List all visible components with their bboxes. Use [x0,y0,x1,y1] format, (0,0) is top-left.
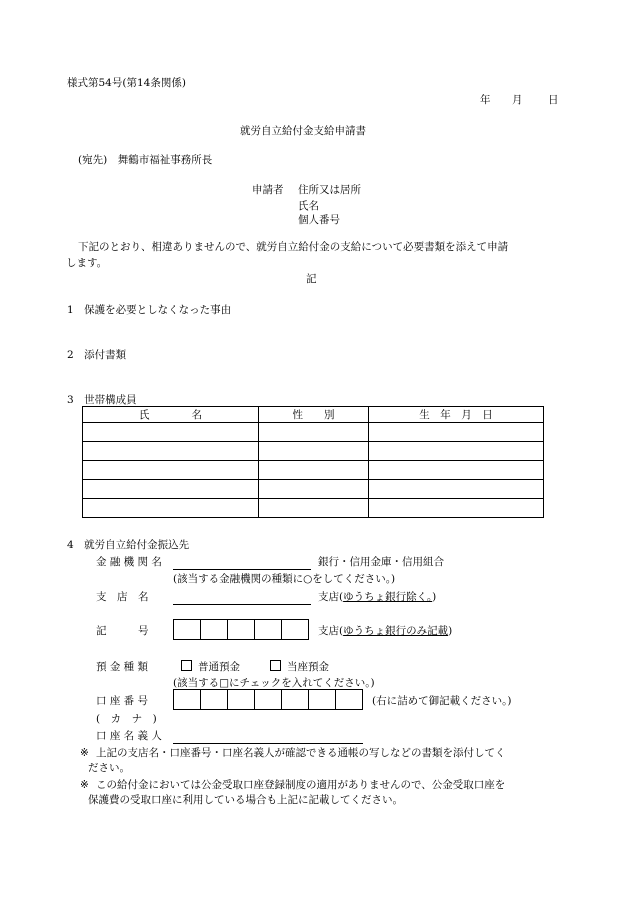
account-digit-boxes [173,689,363,710]
cell-name[interactable] [83,480,259,499]
intro-text-line1: 下記のとおり、相違ありませんので、就労自立給付金の支給について必要書類を添えて申請 [78,241,509,253]
deposit-ordinary-option[interactable] [181,660,240,674]
account-holder-field[interactable] [173,729,363,744]
cell-birthdate[interactable] [369,499,544,518]
deposit-current-option[interactable] [270,660,329,674]
table-row [83,499,544,518]
applicant-name-label: 氏名 [298,200,319,212]
symbol-suffix [318,624,452,638]
household-members-table [82,406,544,518]
account-digit-box[interactable] [336,690,363,710]
addressee: (宛先) 舞鶴市福祉事務所長 [78,154,213,166]
branch-name-field[interactable] [173,590,311,605]
note2-line2: 保護費の受取口座に利用している場合も上記に記載してください。 [88,794,403,806]
account-digit-box[interactable] [255,690,282,710]
cell-gender[interactable] [259,480,369,499]
symbol-digit-box[interactable] [282,620,309,640]
symbol-label: 記 号 [96,625,149,637]
note1-line1: 上記の支店名・口座番号・口座名義人が確認できる通帳の写しなどの書類を添付してく [96,747,506,759]
cell-gender[interactable] [259,499,369,518]
account-number-note: (右に詰めて御記載ください。) [372,695,512,707]
account-holder-label: 口 座 名 義 人 [96,730,162,742]
note2-line1: この給付金においては公金受取口座登録制度の適用がありませんので、公金受取口座を [96,779,506,791]
cell-gender[interactable] [259,461,369,480]
account-digit-box[interactable] [282,690,309,710]
date-year-label: 年 [480,94,491,106]
branch-suffix [318,590,436,604]
checkbox-icon[interactable] [270,660,281,671]
account-digit-box[interactable] [174,690,201,710]
bank-name-label: 金 融 機 関 名 [96,556,162,568]
cell-gender[interactable] [259,423,369,442]
column-header-name: 氏 名 [83,407,259,423]
intro-text-line2: します。 [66,257,108,269]
table-row [83,423,544,442]
account-digit-box[interactable] [201,690,228,710]
symbol-digit-box[interactable] [255,620,282,640]
table-row [83,442,544,461]
branch-suffix-pre: 支店( [318,591,344,603]
checkbox-icon[interactable] [181,660,192,671]
kana-label: ( カ ナ ) [96,713,157,725]
symbol-digit-box[interactable] [174,620,201,640]
column-header-birthdate: 生 年 月 日 [369,407,544,423]
deposit-current-label: 当座預金 [287,661,329,673]
bank-type-note: (該当する金融機関の種類に○をしてください。) [173,573,396,585]
cell-birthdate[interactable] [369,423,544,442]
account-digit-box[interactable] [309,690,336,710]
symbol-suffix-note: ゆうちょ銀行のみ記載 [343,625,449,637]
cell-gender[interactable] [259,442,369,461]
symbol-suffix-pre: 支店( [318,625,344,637]
ki-heading: 記 [306,273,317,285]
cell-name[interactable] [83,423,259,442]
branch-suffix-note: ゆうちょ銀行除く。 [343,591,433,603]
document-title: 就労自立給付金支給申請書 [240,125,366,137]
deposit-type-label: 預 金 種 類 [96,661,149,673]
cell-name[interactable] [83,442,259,461]
applicant-personal-number-label: 個人番号 [298,214,340,226]
table-row [83,480,544,499]
deposit-type-note: (該当する□にチェックを入れてください。) [173,677,375,689]
branch-name-label: 支 店 名 [96,591,149,603]
account-number-label: 口 座 番 号 [96,695,149,707]
note1-mark: ※ [80,747,89,759]
column-header-gender: 性 別 [259,407,369,423]
cell-name[interactable] [83,461,259,480]
date-month-label: 月 [512,94,523,106]
applicant-label: 申請者 [252,184,284,196]
table-row [83,461,544,480]
symbol-digit-box[interactable] [228,620,255,640]
section3-heading: 3 世帯構成員 [67,394,137,406]
cell-birthdate[interactable] [369,442,544,461]
date-day-label: 日 [548,94,559,106]
deposit-ordinary-label: 普通預金 [198,661,240,673]
symbol-suffix-post: ) [448,625,453,637]
symbol-digit-box[interactable] [201,620,228,640]
cell-name[interactable] [83,499,259,518]
note1-line2: ださい。 [88,762,130,774]
symbol-digit-boxes [173,619,309,640]
branch-suffix-post: ) [432,591,437,603]
account-digit-box[interactable] [228,690,255,710]
cell-birthdate[interactable] [369,461,544,480]
bank-name-field[interactable] [173,555,311,570]
applicant-address-label: 住所又は居所 [298,184,361,196]
cell-birthdate[interactable] [369,480,544,499]
section2-heading: 2 添付書類 [67,349,127,361]
table-header-row [83,407,544,423]
section4-heading: 4 就労自立給付金振込先 [67,539,190,551]
note2-mark: ※ [80,779,89,791]
section1-heading: 1 保護を必要としなくなった事由 [67,304,232,316]
form-number: 様式第54号(第14条関係) [67,77,186,89]
bank-type-suffix: 銀行・信用金庫・信用組合 [318,556,444,568]
